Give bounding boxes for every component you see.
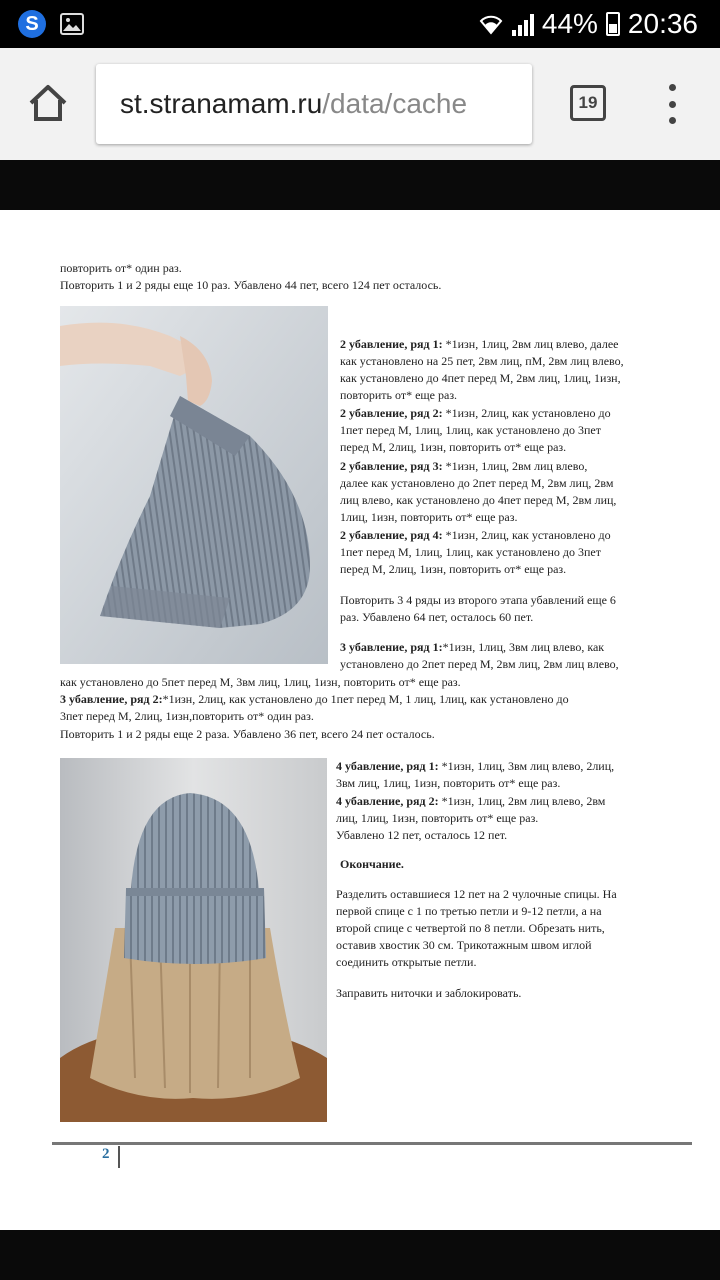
overflow-menu-icon[interactable] (664, 84, 680, 124)
repeat-rows-1-2: Повторить 1 и 2 ряды еще 2 раза. Убавлено 36 пет, всего 24 пет осталось. (60, 727, 435, 741)
dec2-row1-line3: как установлено до 4пет перед М, 2вм лиц, 1лиц, 1изн, (340, 371, 621, 385)
dec4-row1-line1: 4 убавление, ряд 1: *1изн, 1лиц, 3вм лиц влево, 2лиц, (336, 759, 615, 773)
final-instruction: Заправить ниточки и заблокировать. (336, 986, 522, 1000)
page-number-divider (118, 1146, 120, 1168)
battery-percent: 44% (541, 8, 598, 39)
dec3-row1-line2: установлено до 2пет перед М, 2вм лиц, 2вм лиц влево, (340, 657, 619, 671)
repeat-rows-3-4-line1: Повторить 3 4 ряды из второго этапа убавлений еще 6 (340, 593, 616, 607)
dec4-row2-line2: лиц, 1лиц, 1изн, повторить от* еще раз. (336, 811, 539, 825)
app-s-icon: S (18, 10, 46, 38)
document-page[interactable] (0, 210, 720, 1230)
hat-worn-photo (60, 758, 327, 1122)
dec3-row2-line2: 3пет перед М, 2лиц, 1изн,повторить от* один раз. (60, 709, 314, 723)
dec2-row3-line2: далее как установлено до 2пет перед М, 2вм лиц, 2вм (340, 476, 614, 490)
footer-rule (52, 1142, 692, 1145)
dec4-row2-line1: 4 убавление, ряд 2: *1изн, 1лиц, 2вм лиц влево, 2вм (336, 794, 606, 808)
viewer-top-margin (0, 160, 720, 210)
dec4-total: Убавлено 12 пет, осталось 12 пет. (336, 828, 508, 842)
dec2-row3-line4: 1лиц, 1изн, повторить от* еще раз. (340, 510, 518, 524)
dec2-row4-line3: перед М, 2лиц, 1изн, повторить от* еще раз. (340, 562, 567, 576)
dec4-row1-line2: 3вм лиц, 1лиц, 1изн, повторить от* еще раз. (336, 776, 561, 790)
dec2-row2-line2: 1пет перед М, 1лиц, 1лиц, как установлено до 3пет (340, 423, 601, 437)
ending-line-3: второй спице с четвертой по 8 петли. Обрезать нить, (336, 921, 605, 935)
dec3-row2-line1: 3 убавление, ряд 2:*1изн, 2лиц, как установлено до 1пет перед М, 1 лиц, 1лиц, как установлено до (60, 692, 569, 706)
hat-held-photo (60, 306, 328, 664)
ending-line-5: соединить открытые петли. (336, 955, 477, 969)
ending-heading: Окончание. (340, 857, 404, 871)
ending-line-2: первой спице с 1 по третью петли и 9-12 петли, а на (336, 904, 602, 918)
dec2-row3-line1: 2 убавление, ряд 3: *1изн, 1лиц, 2вм лиц влево, (340, 459, 588, 473)
status-bar (0, 0, 720, 48)
ending-line-4: оставив хвостик 30 см. Трикотажным швом иглой (336, 938, 592, 952)
home-icon[interactable] (26, 81, 70, 125)
dec2-row2-line3: перед М, 2лиц, 1изн, повторить от* еще раз. (340, 440, 567, 454)
dec3-row1-line1: 3 убавление, ряд 1:*1изн, 1лиц, 3вм лиц влево, как (340, 640, 605, 654)
dec2-row4-line1: 2 убавление, ряд 4: *1изн, 2лиц, как установлено до (340, 528, 611, 542)
dec2-row1-line2: как установлено на 25 пет, 2вм лиц, пМ, 2вм лиц влево, (340, 354, 624, 368)
intro-line-1: повторить от* один раз. (60, 261, 182, 275)
repeat-rows-3-4-line2: раз. Убавлено 64 пет, осталось 60 пет. (340, 610, 534, 624)
dec2-row4-line2: 1пет перед М, 1лиц, 1лиц, как установлено до 3пет (340, 545, 601, 559)
dec2-row3-line3: лиц влево, как установлено до 4пет перед М, 2вм лиц, (340, 493, 617, 507)
clock: 20:36 (627, 8, 698, 39)
intro-line-2: Повторить 1 и 2 ряды еще 10 раз. Убавлено 44 пет, всего 124 пет осталось. (60, 278, 442, 292)
dec2-row1-line1: 2 убавление, ряд 1: *1изн, 1лиц, 2вм лиц влево, далее (340, 337, 619, 351)
ending-line-1: Разделить оставшиеся 12 пет на 2 чулочные спицы. На (336, 887, 617, 901)
url-path: /data/cache (322, 88, 468, 119)
browser-toolbar (0, 48, 720, 160)
url-bar[interactable] (96, 64, 532, 144)
tab-switcher-button[interactable]: 19 (570, 85, 606, 121)
dec3-row1-line3: как установлено до 5пет перед М, 3вм лиц, 1лиц, 1изн, повторить от* еще раз. (60, 675, 461, 689)
signal-icon (512, 12, 534, 36)
dec2-row2-line1: 2 убавление, ряд 2: *1изн, 2лиц, как установлено до (340, 406, 611, 420)
viewer-bottom-margin (0, 1230, 720, 1280)
battery-icon (606, 12, 620, 36)
dec2-row1-line4: повторить от* еще раз. (340, 388, 458, 402)
url-host: st.stranamam.ru (120, 88, 323, 119)
wifi-icon (478, 11, 504, 37)
page-number: 2 (102, 1146, 110, 1162)
image-notification-icon (60, 13, 84, 35)
